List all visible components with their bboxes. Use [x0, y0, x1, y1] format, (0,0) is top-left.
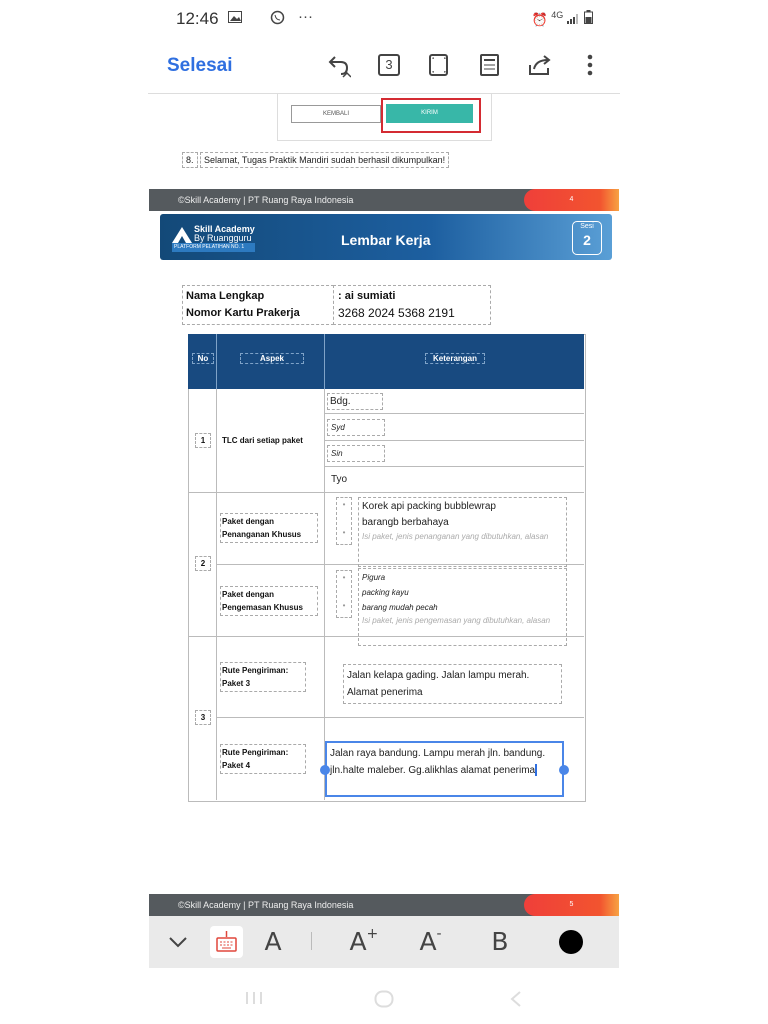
- status-time: 12:46: [176, 9, 219, 28]
- page4-footer: [149, 189, 619, 211]
- collapse-chevron-icon[interactable]: [161, 925, 195, 959]
- step-8: [182, 152, 449, 168]
- card-value: 3268 2024 5368 2191: [338, 306, 455, 320]
- logo-line2: By Ruangguru: [194, 233, 252, 243]
- answer-a-line2: barangb berbahaya: [362, 517, 449, 528]
- answer-b-hint: Isi paket, jenis pengemasan yang dibutuhkan, alasan: [362, 616, 551, 625]
- footer-text: ©Skill Academy | PT Ruang Raya Indonesia: [178, 195, 354, 205]
- field-values: [333, 285, 491, 325]
- send-button[interactable]: KIRIM: [386, 104, 473, 123]
- row-divider: [216, 717, 584, 718]
- recent-apps-icon[interactable]: [244, 990, 264, 1011]
- row2-aspect-packing: Paket dengan Pengemasan Khusus: [220, 586, 318, 616]
- col-divider: [324, 389, 325, 800]
- answer-b-line2: packing kayu: [362, 588, 409, 597]
- worksheet-title: Lembar Kerja: [341, 232, 431, 248]
- gallery-icon: [228, 10, 242, 27]
- row3-aspect-route4: Rute Pengiriman: Paket 4: [220, 744, 306, 774]
- footer-text: ©Skill Academy | PT Ruang Raya Indonesia: [178, 900, 354, 910]
- alarm-icon: ⏰: [531, 12, 548, 27]
- increase-font-button[interactable]: [341, 925, 379, 959]
- footer-page-number: 5: [524, 894, 619, 916]
- battery-icon: [584, 13, 593, 27]
- more-options-icon[interactable]: [577, 52, 603, 78]
- row1-number: 1: [195, 433, 211, 448]
- share-icon[interactable]: [527, 52, 553, 78]
- route3-answer[interactable]: Jalan kelapa gading. Jalan lampu merah. Alamat penerima: [343, 664, 562, 704]
- signal-icon: [567, 13, 584, 27]
- bold-button[interactable]: B: [491, 927, 509, 956]
- logo-line1: Skill Academy: [194, 224, 255, 234]
- row-divider: [188, 492, 584, 493]
- row3-aspect-route3: Rute Pengiriman: Paket 3: [220, 662, 306, 692]
- row2-aspect-handling: Paket dengan Penanganan Khusus: [220, 513, 318, 543]
- row-divider: [324, 413, 584, 414]
- page-count: 3: [378, 54, 400, 76]
- reading-mode-icon[interactable]: [477, 52, 503, 78]
- tlc-value-2[interactable]: Syd: [327, 419, 385, 436]
- row-divider: [324, 466, 584, 467]
- whatsapp-icon: [270, 10, 285, 29]
- route4-answer[interactable]: Jalan raya bandung. Lampu merah jln. bandung. jln.halte maleber. Gg.alikhlas alamat penerima: [330, 748, 546, 776]
- row-divider: [324, 440, 584, 441]
- name-value: : ai sumiati: [338, 290, 396, 302]
- tlc-value-1[interactable]: Bdg.: [327, 393, 383, 410]
- network-label: 4G: [551, 10, 564, 20]
- answer-a-bullets: • •: [336, 497, 352, 545]
- decrease-font-button[interactable]: [411, 925, 445, 959]
- step-text: Selamat, Tugas Praktik Mandiri sudah berhasil dikumpulkan!: [200, 152, 449, 168]
- name-label: Nama Lengkap: [186, 290, 265, 302]
- back-icon[interactable]: [509, 990, 523, 1013]
- header-description: Keterangan: [425, 353, 485, 364]
- status-right-icons: [532, 10, 593, 28]
- back-button[interactable]: KEMBALI: [291, 105, 381, 123]
- row1-aspect: TLC dari setiap paket: [222, 436, 303, 445]
- field-labels: [182, 285, 334, 325]
- home-icon[interactable]: [374, 990, 394, 1013]
- pages-button[interactable]: [376, 52, 402, 78]
- answer-a-line1: Korek api packing bubblewrap: [362, 501, 496, 512]
- footer-page-number: 4: [524, 189, 619, 211]
- answer-b-bullets: • •: [336, 570, 352, 618]
- keyboard-button[interactable]: [210, 926, 243, 958]
- answer-b-box[interactable]: [358, 568, 567, 646]
- header-no: No: [192, 353, 214, 364]
- answer-b-line1: Pigura: [362, 573, 386, 582]
- fit-page-icon[interactable]: [426, 52, 452, 78]
- row2-number: 2: [195, 556, 211, 571]
- text-color-button[interactable]: [559, 930, 583, 954]
- route4-answer-editor[interactable]: [325, 741, 564, 797]
- page5-footer: [149, 894, 619, 916]
- logo-tag: PLATFORM PELATIHAN NO. 1: [172, 243, 255, 252]
- increase-font-label: A: [349, 927, 367, 956]
- undo-icon[interactable]: [325, 52, 351, 78]
- logo: [174, 224, 255, 252]
- tlc-value-4[interactable]: Tyo: [331, 474, 348, 485]
- answer-a-box[interactable]: [358, 497, 567, 567]
- selection-handle-left[interactable]: [320, 765, 330, 775]
- header-aspect: Aspek: [240, 353, 304, 364]
- keyboard-icon: [210, 926, 243, 958]
- answer-a-hint: Isi paket, jenis penanganan yang dibutuhkan, alasan: [362, 532, 549, 541]
- session-number: 2: [583, 232, 591, 248]
- more-notifications-icon: ···: [298, 8, 313, 25]
- col-divider: [216, 389, 217, 800]
- tlc-value-3[interactable]: Sin: [327, 445, 385, 462]
- toolbar-separator: [311, 932, 312, 950]
- selection-handle-right[interactable]: [559, 765, 569, 775]
- session-label: Sesi: [580, 223, 594, 230]
- answer-b-line3: barang mudah pecah: [362, 603, 438, 612]
- font-button[interactable]: A: [264, 927, 282, 956]
- row3-number: 3: [195, 710, 211, 725]
- session-badge: [572, 221, 602, 255]
- minus-icon: -: [436, 926, 442, 942]
- plus-icon: +: [366, 926, 379, 942]
- step-number: 8.: [182, 152, 198, 168]
- decrease-font-label: A: [419, 927, 437, 956]
- done-button[interactable]: Selesai: [167, 55, 233, 76]
- card-label: Nomor Kartu Prakerja: [186, 307, 300, 319]
- text-cursor: [535, 764, 537, 776]
